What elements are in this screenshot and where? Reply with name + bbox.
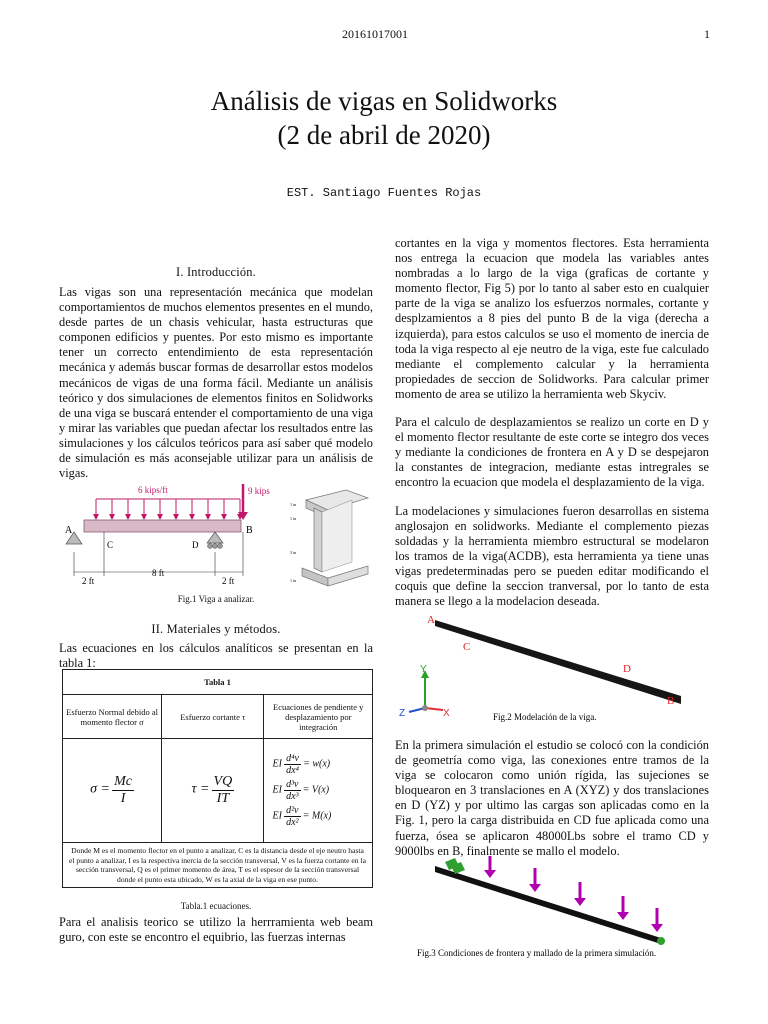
- intro-paragraph: Las vigas son una representación mecánica que modelan comportamientos de muchos elementos presentes en el mundo, desde partes de un chasis vehicular, hasta estructuras que componen edificios y puentes. Por esto mismo es importante tener un correcto entendimiento de esta representación mecánica y además buscar formas de desarrollar estos modelos mecánicos de vigas de una forma fácil. Mediante un análisis teórico y dos simulaciones de elementos finitos en Solidworks de una viga se buscará entender el comportamiento de una viga y mirar las variables que puedan afectar los resultados entre las simulaciones y los cálculos teóricos para así saber qué modelo de simulación es más aconsejable utilizar para un análisis de vigas.: [59, 285, 373, 481]
- svg-text:1 in: 1 in: [290, 502, 297, 507]
- section-number: I.: [176, 265, 184, 279]
- paragraph: Para el calculo de desplazamientos se realizo un corte en D y el momento flector resultante de este corte se integro dos veces y mediante la condiciones de frontera en A y D se despejaron la constantes de integracion, mediante estas intregrales se encontro la ecuacion que modela el desplazamiento de la viga.: [395, 415, 709, 490]
- section-title: Introducción.: [186, 265, 256, 279]
- table-header: Esfuerzo cortante τ: [162, 695, 264, 739]
- simulation-paragraph: En la primera simulación el estudio se colocó con la condición de geometría como viga, las conexiones entre tramos de la viga se colocaron como unión rígida, las sujeciones se bloquearon en 3 translaciones en A (XYZ) y dos translaciones en D (YZ) y por ultimo las cargas son aplicadas como en la Fig. 1, pero la carga distribuida en CD fue aplicada como una fuerza, ósea se aplicaron 48000Lbs sobre el tramo CD y 9000lbs en B, finalmente se mallo el modelo.: [395, 738, 709, 858]
- point-load-label: 9 kips: [248, 486, 270, 496]
- equation-m: EI $\frac{\text{d²v}}{\text{dx²}}$ = M(x): [272, 805, 332, 828]
- load-arrowhead: [189, 514, 195, 520]
- paragraph: cortantes en la viga y momentos flectores. Esta herramienta nos entrega la ecuacion que modela las variables antes nombradas a lo largo de la viga (graficas de cortante y momento flector, Fig 5) por lo tanto al saber esto en cualquier parte de la viga se analizo los esfuerzos normales, cortante y desplzamientos a 8 pies del punto B de la viga (derecha a izquierda), para estos calculos se uso el momento de inercia de toda la viga respecto al eje neutro de la viga, este fue calculado mediante el complemento calcular y la herramienta propiedades de seccion de Solidworks. Para calcular primer momento de area se utilizo la herramienta web Skyciv.: [395, 236, 709, 401]
- point-b-label: B: [246, 525, 253, 536]
- paragraph: La modelaciones y simulaciones fueron desarrollas en sistema anglosajon en solidworks. Mediante el complemento piezas soldadas y la herramienta miembro estructural se modelaron los tramos de la viga(ACDB), esta herramienta ya tiene unas vigas predeterminadas pero se pueden editar modificando el coquis que define la seccion tranversal, por lo tanto de esta manera se llego a la modelacion deseada.: [395, 503, 709, 609]
- equation-w: EI $\frac{\text{d⁴v}}{\text{dx⁴}}$ = w(x): [272, 753, 331, 776]
- figure-3-boundary-conditions: [395, 856, 709, 962]
- equation-shear-stress: τ = $\frac{VQ}{IT}$: [162, 739, 264, 843]
- methods-paragraph: Las ecuaciones en los cálculos analíticos se presentan en la tabla 1:: [59, 641, 373, 671]
- beam-model: [435, 620, 681, 704]
- right-column-text: [395, 236, 709, 622]
- section-heading-intro: [59, 265, 373, 280]
- load-arrowhead: [221, 514, 227, 520]
- load-arrowhead-icon: [617, 912, 629, 920]
- beam-body: [84, 520, 241, 532]
- dim-left: 2 ft: [82, 576, 95, 586]
- axis-z-label: Z: [399, 708, 406, 719]
- table-header: Esfuerzo Normal debido al momento flector σ: [63, 695, 162, 739]
- svg-text:1 in: 1 in: [290, 578, 297, 583]
- table-1-caption: Tabla.1 ecuaciones.: [180, 901, 252, 911]
- table-note: Donde M es el momento flector en el punto a analizar, C es la distancia desde el eje neutro hasta el punto a analizar, I es la respectiva inercia de la sección transversal, V es la fuerza cortante en la sección transversal, Q es el primer momento de área, T es el espesor de la sección transversal donde el punto esta ubicado, W es la axial de la viga en ese punto.: [63, 843, 373, 888]
- load-arrowhead: [141, 514, 147, 520]
- figure-2-beam-model: [395, 612, 709, 726]
- table-title: Tabla 1: [63, 670, 373, 695]
- load-arrowhead-icon: [484, 870, 496, 878]
- axis-y-label: Y: [420, 664, 427, 675]
- equations-table: [62, 669, 373, 888]
- equation-normal-stress: σ = $\frac{Mc}{I}$: [63, 739, 162, 843]
- figure-2-caption: Fig.2 Modelación de la viga.: [493, 712, 597, 722]
- dim-right: 2 ft: [222, 576, 235, 586]
- load-arrowhead: [109, 514, 115, 520]
- model-point-a: A: [427, 614, 435, 626]
- load-arrowhead-icon: [651, 924, 663, 932]
- load-arrowhead-icon: [574, 898, 586, 906]
- point-c-label: C: [107, 540, 114, 550]
- equation-v: EI $\frac{\text{d³v}}{\text{dx³}}$ = V(x): [272, 779, 330, 802]
- model-point-d: D: [623, 663, 631, 675]
- axis-triad-icon: [399, 664, 450, 719]
- figure-1-caption: Fig.1 Viga a analizar.: [177, 594, 255, 604]
- paper-id: 20161017001: [342, 27, 408, 41]
- equation-integration-set: [264, 739, 373, 843]
- table-header: Ecuaciones de pendiente y desplazamiento por integración: [264, 695, 373, 739]
- meshed-beam: [435, 866, 661, 944]
- distributed-load-label: 6 kips/ft: [138, 485, 168, 495]
- load-arrowhead: [125, 514, 131, 520]
- roller-support-d: [207, 532, 223, 543]
- section-number: II.: [151, 622, 164, 636]
- paper-title: Análisis de vigas en Solidworks: [210, 86, 558, 116]
- load-arrowhead: [157, 514, 163, 520]
- paper-subtitle-date: (2 de abril de 2020): [277, 120, 491, 150]
- load-arrowhead: [205, 514, 211, 520]
- distributed-load-arrow-group: [93, 499, 243, 520]
- section-title: Materiales y métodos.: [166, 622, 281, 636]
- figure-1-cross-section: [288, 484, 374, 596]
- figure-1-beam-diagram: [60, 480, 290, 592]
- page-number: 1: [704, 27, 710, 41]
- point-a-label: A: [65, 525, 73, 536]
- author: EST. Santiago Fuentes Rojas: [286, 186, 482, 200]
- svg-text:1 in: 1 in: [290, 516, 297, 521]
- dim-middle: 8 ft: [152, 568, 165, 578]
- fixture-icon: [657, 937, 665, 945]
- load-arrowhead: [93, 514, 99, 520]
- load-arrowhead: [173, 514, 179, 520]
- model-point-b: B: [667, 695, 675, 707]
- analysis-paragraph: Para el analisis teorico se utilizo la herrramienta web beam guro, con este se encontro el equibrio, las fuerzas internas: [59, 915, 373, 945]
- point-d-label: D: [192, 540, 199, 550]
- load-arrowhead-icon: [529, 884, 541, 892]
- model-point-c: C: [463, 641, 471, 653]
- section-heading-methods: [59, 622, 373, 637]
- axis-x-label: X: [443, 708, 450, 719]
- svg-text:3 in: 3 in: [290, 550, 297, 555]
- figure-3-caption: Fig.3 Condiciones de frontera y mallado de la primera simulación.: [417, 948, 657, 958]
